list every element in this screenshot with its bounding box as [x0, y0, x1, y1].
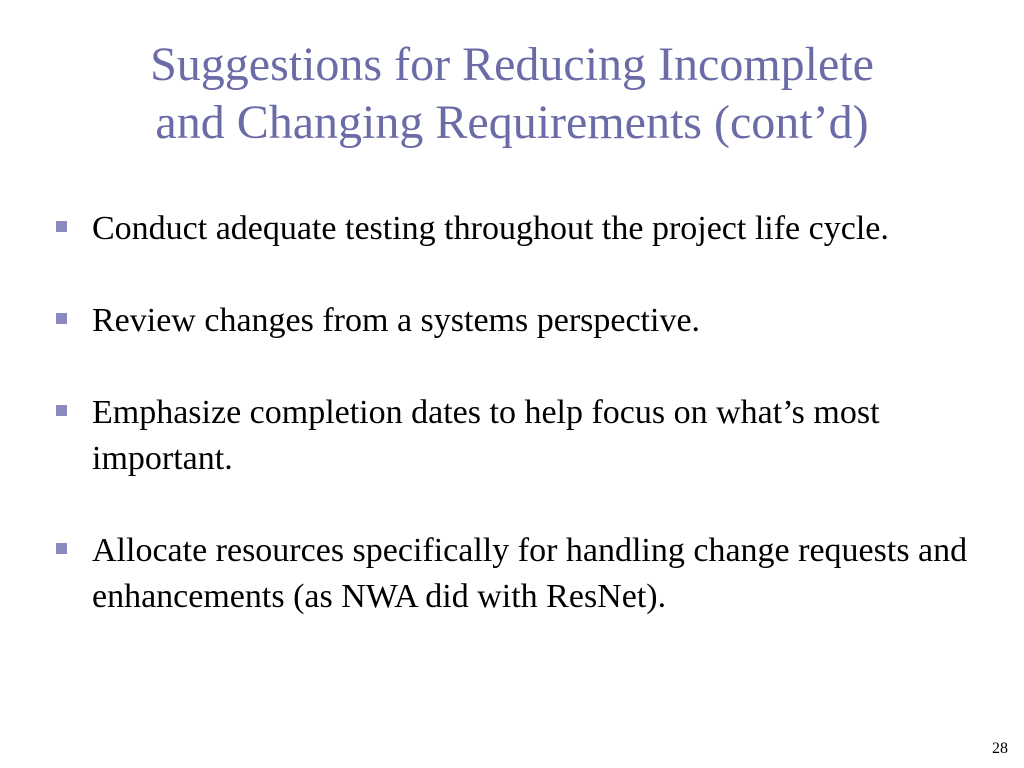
- bullet-item: [56, 298, 976, 344]
- bullet-list: [56, 206, 976, 620]
- square-bullet-icon: [56, 221, 67, 232]
- bullet-item: [56, 390, 976, 482]
- slide-title-line-2: and Changing Requirements (cont’d): [155, 96, 869, 149]
- slide-title: [40, 36, 984, 152]
- bullet-text: Allocate resources specifically for handling change requests and enhancements (as NWA did with ResNet).: [92, 532, 968, 615]
- slide-title-line-1: Suggestions for Reducing Incomplete: [150, 38, 874, 91]
- page-number: 28: [992, 740, 1008, 757]
- bullet-text: Emphasize completion dates to help focus on what’s most important.: [92, 394, 880, 477]
- square-bullet-icon: [56, 543, 67, 554]
- bullet-text: Conduct adequate testing throughout the project life cycle.: [92, 210, 889, 247]
- square-bullet-icon: [56, 313, 67, 324]
- bullet-item: [56, 206, 976, 252]
- square-bullet-icon: [56, 405, 67, 416]
- bullet-text: Review changes from a systems perspective.: [92, 302, 701, 339]
- bullet-item: [56, 528, 976, 620]
